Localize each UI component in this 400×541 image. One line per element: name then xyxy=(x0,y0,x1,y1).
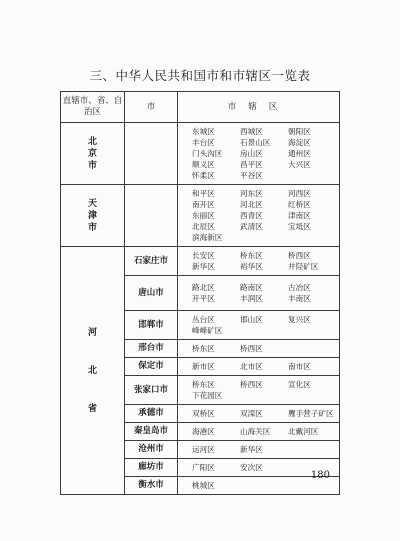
district: 邯山区 xyxy=(240,315,263,324)
district: 宝坻区 xyxy=(288,222,311,231)
district-cell xyxy=(178,340,340,358)
district-cell xyxy=(178,311,340,340)
district: 广阳区 xyxy=(192,463,215,472)
district: 北辰区 xyxy=(192,222,215,231)
district: 新市区 xyxy=(192,362,215,371)
district: 西城区 xyxy=(240,127,263,136)
district: 北市区 xyxy=(240,362,263,371)
district: 古冶区 xyxy=(288,283,311,292)
district: 井陉矿区 xyxy=(288,262,319,271)
table-row-hebei-shijiazhuang xyxy=(61,247,340,276)
page-number: 180 xyxy=(310,470,330,481)
city-name: 秦皇岛市 xyxy=(125,423,178,441)
province-char: 津 xyxy=(87,210,97,221)
province-char: 市 xyxy=(87,160,97,171)
district: 桥西区 xyxy=(240,344,263,353)
district: 武清区 xyxy=(240,222,263,231)
district: 双桥区 xyxy=(192,409,215,418)
district: 海淀区 xyxy=(288,138,311,147)
district: 北戴河区 xyxy=(288,427,319,436)
province-char: 北 xyxy=(87,365,97,376)
district: 开平区 xyxy=(192,294,215,303)
district: 桥东区 xyxy=(240,251,263,260)
district: 东丽区 xyxy=(192,211,215,220)
city-cell-empty xyxy=(125,185,178,247)
district-cell xyxy=(178,441,340,459)
district: 新华区 xyxy=(192,262,215,271)
district: 河北区 xyxy=(240,200,263,209)
district: 安次区 xyxy=(240,463,263,472)
city-name: 邢台市 xyxy=(125,340,178,358)
district: 津南区 xyxy=(288,211,311,220)
district-cell xyxy=(178,423,340,441)
district: 丛台区 xyxy=(192,315,215,324)
district: 南开区 xyxy=(192,200,215,209)
header-province: 直辖市、省、自治区 xyxy=(61,92,125,123)
district: 门头沟区 xyxy=(192,149,223,158)
district: 顺义区 xyxy=(192,160,215,169)
district: 平谷区 xyxy=(240,171,263,180)
district: 路南区 xyxy=(240,283,263,292)
city-name: 唐山市 xyxy=(125,276,178,311)
district: 桥西区 xyxy=(288,251,311,260)
district: 运河区 xyxy=(192,445,215,454)
city-name: 廊坊市 xyxy=(125,459,178,477)
district-cell xyxy=(178,185,340,247)
district: 滨海新区 xyxy=(192,233,223,242)
province-tianjin xyxy=(61,185,125,247)
district: 裕华区 xyxy=(240,262,263,271)
header-districts: 市辖区 xyxy=(178,92,340,123)
city-name: 保定市 xyxy=(125,358,178,376)
district: 大兴区 xyxy=(288,160,311,169)
district: 路北区 xyxy=(192,283,215,292)
district-cell xyxy=(178,358,340,376)
district: 海港区 xyxy=(192,427,215,436)
page-title: 三、中华人民共和国市和市辖区一览表 xyxy=(89,68,311,83)
city-name: 承德市 xyxy=(125,405,178,423)
district: 峰峰矿区 xyxy=(192,326,223,335)
district: 南市区 xyxy=(288,362,311,371)
province-hebei xyxy=(61,247,125,495)
district: 长安区 xyxy=(192,251,215,260)
city-cell-empty xyxy=(125,123,178,185)
district: 昌平区 xyxy=(240,160,263,169)
district: 和平区 xyxy=(192,189,215,198)
city-name: 沧州市 xyxy=(125,441,178,459)
province-char: 省 xyxy=(87,403,97,414)
district-cell xyxy=(178,376,340,405)
district: 双滦区 xyxy=(240,409,263,418)
district: 丰南区 xyxy=(288,294,311,303)
district: 东城区 xyxy=(192,127,215,136)
district: 河西区 xyxy=(288,189,311,198)
header-city: 市 xyxy=(125,92,178,123)
district: 鹰手营子矿区 xyxy=(288,409,334,418)
city-name: 邯郸市 xyxy=(125,311,178,340)
district: 桥东区 xyxy=(192,344,215,353)
district: 宣化区 xyxy=(288,380,311,389)
table-header-row xyxy=(61,92,340,123)
district: 桃城区 xyxy=(192,481,215,490)
province-char: 京 xyxy=(87,148,97,159)
city-name: 张家口市 xyxy=(125,376,178,405)
province-char: 北 xyxy=(87,136,97,147)
district: 红桥区 xyxy=(288,200,311,209)
province-char: 市 xyxy=(87,222,97,233)
district-cell xyxy=(178,276,340,311)
district: 房山区 xyxy=(240,149,263,158)
province-beijing xyxy=(61,123,125,185)
district: 通州区 xyxy=(288,149,311,158)
district: 复兴区 xyxy=(288,315,311,324)
district-cell xyxy=(178,247,340,276)
district-cell xyxy=(178,123,340,185)
district: 怀柔区 xyxy=(192,171,215,180)
district: 丰台区 xyxy=(192,138,215,147)
city-name: 石家庄市 xyxy=(125,247,178,276)
district: 桥东区 xyxy=(192,380,215,389)
table-row-tianjin xyxy=(61,185,340,247)
district: 桥西区 xyxy=(240,380,263,389)
province-char: 河 xyxy=(87,327,97,338)
district: 山海关区 xyxy=(240,427,271,436)
city-name: 衡水市 xyxy=(125,477,178,495)
district: 朝阳区 xyxy=(288,127,311,136)
city-district-table xyxy=(60,91,340,495)
district: 丰润区 xyxy=(240,294,263,303)
district: 西青区 xyxy=(240,211,263,220)
district: 新华区 xyxy=(240,445,263,454)
district: 河东区 xyxy=(240,189,263,198)
district: 石景山区 xyxy=(240,138,271,147)
province-char: 天 xyxy=(87,198,97,209)
district-cell xyxy=(178,405,340,423)
district: 下花园区 xyxy=(192,391,223,400)
table-row-beijing xyxy=(61,123,340,185)
